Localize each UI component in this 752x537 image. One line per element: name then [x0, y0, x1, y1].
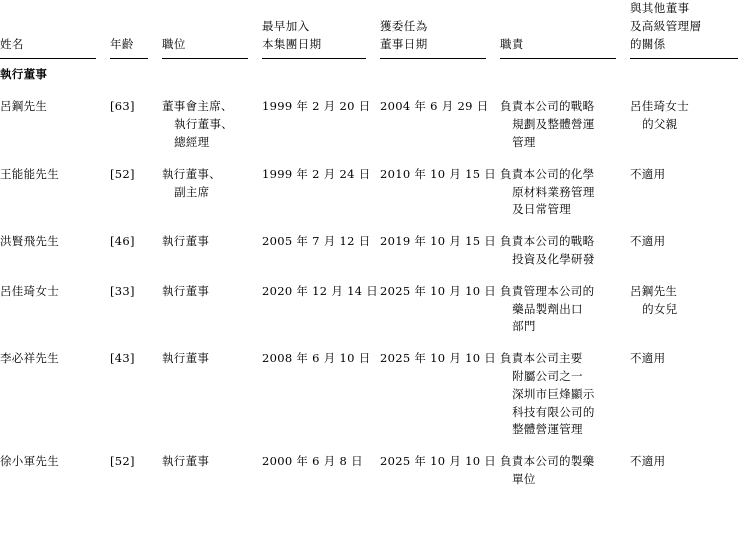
cell-relationship: 不適用: [630, 234, 666, 249]
table-row: [0, 159, 752, 226]
cell-responsibility: 負責本公司的製藥 單位: [500, 454, 595, 487]
cell-relationship: 呂佳琦女士 的父親: [630, 99, 689, 132]
cell-relationship: 不適用: [630, 351, 666, 366]
column-header-age: 年齡: [110, 36, 134, 51]
cell-age: [63]: [110, 99, 135, 114]
column-header-appointment: 獲委任為 董事日期: [380, 18, 428, 51]
header-row: [0, 0, 752, 58]
cell-relationship: 不適用: [630, 166, 666, 181]
table-row: [0, 343, 752, 446]
section-title: 執行董事: [0, 67, 48, 82]
cell-earliest-join: 2008 年 6 月 10 日: [262, 351, 371, 366]
cell-age: [46]: [110, 234, 135, 249]
cell-responsibility: 負責本公司的化學 原材料業務管理 及日常管理: [500, 166, 595, 217]
table-row: [0, 226, 752, 276]
cell-name: 呂鋼先生: [0, 99, 48, 114]
table-row: [0, 276, 752, 343]
cell-position: 執行董事: [162, 454, 210, 469]
cell-responsibility: 負責本公司的戰略 規劃及整體營運 管理: [500, 99, 595, 149]
cell-earliest-join: 2005 年 7 月 12 日: [262, 234, 371, 249]
cell-appointment: 2010 年 10 月 15 日: [380, 166, 497, 181]
table-row: [0, 91, 752, 158]
cell-age: [43]: [110, 351, 135, 366]
cell-age: [52]: [110, 166, 135, 181]
cell-position: 執行董事: [162, 283, 210, 298]
cell-earliest-join: 2000 年 6 月 8 日: [262, 454, 363, 469]
cell-name: 王能能先生: [0, 166, 59, 181]
cell-responsibility: 負責管理本公司的 藥品製劑出口 部門: [500, 283, 595, 334]
cell-responsibility: 負責本公司主要 附屬公司之一 深圳市巨烽顯示 科技有限公司的 整體營運管理: [500, 351, 595, 437]
cell-position: 執行董事: [162, 234, 210, 249]
column-header-name: 姓名: [0, 36, 24, 51]
cell-appointment: 2025 年 10 月 10 日: [380, 351, 497, 366]
cell-appointment: 2019 年 10 月 15 日: [380, 234, 497, 249]
cell-appointment: 2025 年 10 月 10 日: [380, 454, 497, 469]
cell-age: [52]: [110, 454, 135, 469]
table-body: [0, 59, 752, 495]
cell-relationship: 不適用: [630, 454, 666, 469]
cell-responsibility: 負責本公司的戰略 投資及化學研發: [500, 234, 595, 266]
column-header-relationship: 與其他董事 及高級管理層 的關係: [630, 1, 702, 51]
cell-position: 董事會主席、 執行董事、 總經理: [162, 99, 234, 149]
cell-position: 執行董事: [162, 351, 210, 366]
cell-appointment: 2025 年 10 月 10 日: [380, 283, 497, 298]
column-header-earliest-join: 最早加入 本集團日期: [262, 18, 322, 51]
cell-name: 呂佳琦女士: [0, 283, 59, 298]
cell-earliest-join: 1999 年 2 月 24 日: [262, 166, 371, 181]
cell-relationship: 呂鋼先生 的女兒: [630, 283, 678, 316]
column-header-responsibility: 職責: [500, 36, 524, 51]
column-header-position: 職位: [162, 36, 186, 51]
cell-appointment: 2004 年 6 月 29 日: [380, 99, 489, 114]
cell-name: 洪賢飛先生: [0, 234, 59, 249]
cell-earliest-join: 2020 年 12 月 14 日: [262, 283, 379, 298]
cell-name: 李必祥先生: [0, 351, 59, 366]
cell-name: 徐小軍先生: [0, 454, 59, 469]
table-row: [0, 446, 752, 496]
table-header: [0, 0, 752, 59]
section-heading-row: [0, 59, 752, 91]
cell-position: 執行董事、 副主席: [162, 166, 221, 199]
cell-age: [33]: [110, 283, 135, 298]
cell-earliest-join: 1999 年 2 月 20 日: [262, 99, 371, 114]
